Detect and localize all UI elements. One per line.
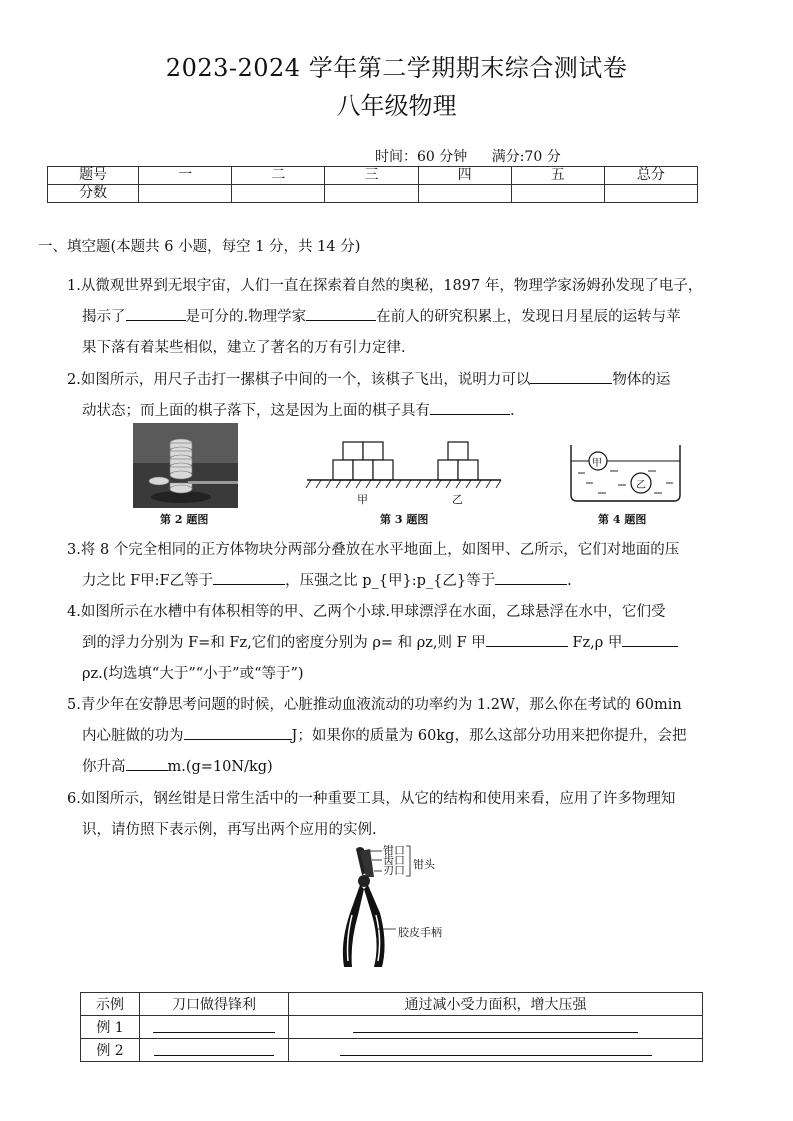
q2-line1	[67, 365, 757, 396]
q5-text: 你升高	[82, 759, 126, 775]
answer-blank[interactable]	[340, 1041, 652, 1056]
score-input-cell[interactable]	[604, 185, 697, 203]
example-header-cell: 示例	[81, 993, 140, 1016]
score-input-cell[interactable]	[232, 185, 325, 203]
answer-blank[interactable]	[530, 367, 612, 384]
figure-3-diagram	[305, 436, 505, 498]
pliers-part-3: 刃口	[383, 864, 405, 877]
figure-4-ball-b: 乙	[636, 480, 646, 491]
figure-3-label-a: 甲	[357, 493, 368, 506]
exam-full-score: 满分:70 分	[491, 149, 561, 165]
example-answer-cell[interactable]	[289, 1016, 703, 1039]
q4-text: 到的浮力分别为 F=和 Fz,它们的密度分别为 ρ= 和 ρz,则 F 甲	[82, 635, 486, 651]
exam-title: 2023-2024 学年第二学期期末综合测试卷	[165, 54, 628, 82]
figure-2-photo	[133, 423, 238, 508]
q1-line2	[67, 302, 757, 333]
q4-line3: ρz.(均选填“大于”“小于”或“等于”)	[82, 666, 304, 682]
figure-4-diagram	[568, 443, 683, 505]
q4-line2	[67, 628, 757, 659]
q5-text: 内心脏做的功为	[82, 728, 184, 744]
q1-text: 在前人的研究积累上，发现日月星辰的运转与苹	[376, 309, 681, 325]
answer-blank[interactable]	[154, 1041, 274, 1056]
question-3	[67, 535, 757, 597]
example-row-2	[81, 1039, 703, 1062]
answer-blank[interactable]	[495, 568, 567, 585]
answer-blank[interactable]	[184, 723, 292, 740]
example-answer-cell[interactable]	[140, 1016, 289, 1039]
example-header-cell: 通过减小受力面积，增大压强	[289, 993, 703, 1016]
score-cell: 总分	[604, 167, 697, 185]
pliers-part-labels	[383, 846, 405, 876]
answer-blank[interactable]	[486, 630, 568, 647]
q3-text: .	[567, 573, 572, 589]
q3-line1: 3.将 8 个完全相同的正方体物块分两部分叠放在水平地面上，如图甲、乙所示，它们对地面的压	[67, 542, 680, 558]
figure-4-caption: 第 4 题图	[598, 513, 647, 526]
exam-meta	[375, 146, 581, 166]
q5-line1: 5.青少年在安静思考问题的时候，心脏推动血液流动的功率约为 1.2W，那么你在考试的 60min	[67, 697, 682, 713]
q1-line1: 1.从微观世界到无垠宇宙，人们一直在探索着自然的奥秘，1897 年，物理学家汤姆孙发现了电子，	[67, 278, 703, 294]
question-4	[67, 597, 757, 690]
answer-blank[interactable]	[306, 304, 376, 321]
q5-text: J；如果你的质量为 60kg，那么这部分功用来把你提升，会把	[291, 728, 687, 744]
q3-text: 力之比 F甲:F乙等于	[82, 573, 214, 589]
pliers-handle-label: 胶皮手柄	[398, 926, 442, 939]
pliers-head-label: 钳头	[413, 858, 435, 871]
score-cell: 一	[139, 167, 232, 185]
exam-subtitle: 八年级物理	[336, 92, 457, 120]
example-row-label: 例 2	[81, 1039, 140, 1062]
answer-blank[interactable]	[213, 568, 285, 585]
q4-line1: 4.如图所示在水槽中有体积相等的甲、乙两个小球.甲球漂浮在水面，乙球悬浮在水中，它们受	[67, 604, 666, 620]
figure-2-caption: 第 2 题图	[160, 513, 209, 526]
q2-text: .	[510, 403, 515, 419]
score-cell: 三	[325, 167, 418, 185]
answer-blank[interactable]	[622, 630, 678, 647]
q2-text: 动状态；而上面的棋子落下，这是因为上面的棋子具有	[82, 403, 430, 419]
q5-line3	[67, 752, 757, 783]
q2-text: 物体的运	[612, 372, 671, 388]
answer-blank[interactable]	[126, 304, 186, 321]
score-input-cell[interactable]	[418, 185, 511, 203]
q6-line2: 识，请仿照下表示例，再写出两个应用的实例.	[82, 822, 377, 838]
figure-3-label-b: 乙	[452, 493, 463, 506]
question-5	[67, 690, 757, 783]
question-2	[67, 365, 757, 427]
q5-text: m.(g=10N/kg)	[167, 759, 273, 775]
q1-text: 是可分的.物理学家	[185, 309, 307, 325]
q3-text: ，压强之比 p_{甲}:p_{乙}等于	[285, 573, 496, 589]
score-table-header-row	[48, 167, 698, 185]
q1-text: 揭示了	[82, 309, 126, 325]
example-answer-cell[interactable]	[140, 1039, 289, 1062]
figure-4-ball-a: 甲	[592, 458, 602, 469]
score-input-cell[interactable]	[511, 185, 604, 203]
example-table	[80, 992, 703, 1062]
score-cell: 题号	[48, 167, 139, 185]
q2-text: 2.如图所示，用尺子击打一摞棋子中间的一个，该棋子飞出，说明力可以	[67, 372, 531, 388]
q6-line1: 6.如图所示，钢丝钳是日常生活中的一种重要工具，从它的结构和使用来看，应用了许多物理知	[67, 791, 676, 807]
answer-blank[interactable]	[353, 1018, 638, 1033]
score-cell: 五	[511, 167, 604, 185]
example-answer-cell[interactable]	[289, 1039, 703, 1062]
answer-blank[interactable]	[430, 398, 510, 415]
example-header-row	[81, 993, 703, 1016]
score-input-cell[interactable]	[325, 185, 418, 203]
question-6	[67, 784, 757, 846]
example-header-cell: 刀口做得锋利	[140, 993, 289, 1016]
figure-3-caption: 第 3 题图	[380, 513, 429, 526]
pliers-part-1: 钳口	[383, 844, 405, 857]
q1-line3: 果下落有着某些相似，建立了著名的万有引力定律.	[82, 340, 406, 356]
q3-line2	[67, 566, 757, 597]
q4-text: Fz,ρ 甲	[572, 635, 623, 651]
answer-blank[interactable]	[153, 1018, 275, 1033]
example-row-1	[81, 1016, 703, 1039]
score-input-cell[interactable]	[139, 185, 232, 203]
score-cell: 二	[232, 167, 325, 185]
score-row-label: 分数	[48, 185, 139, 203]
answer-blank[interactable]	[126, 754, 168, 771]
score-table-score-row	[48, 185, 698, 203]
exam-time: 时间：60 分钟	[375, 149, 468, 165]
pliers-part-2: 齿口	[383, 854, 405, 867]
score-cell: 四	[418, 167, 511, 185]
q5-line2	[67, 721, 757, 752]
section-title: 一、填空题(本题共 6 小题，每空 1 分，共 14 分)	[38, 239, 361, 255]
score-table	[47, 166, 698, 203]
example-row-label: 例 1	[81, 1016, 140, 1039]
question-1	[67, 271, 757, 364]
